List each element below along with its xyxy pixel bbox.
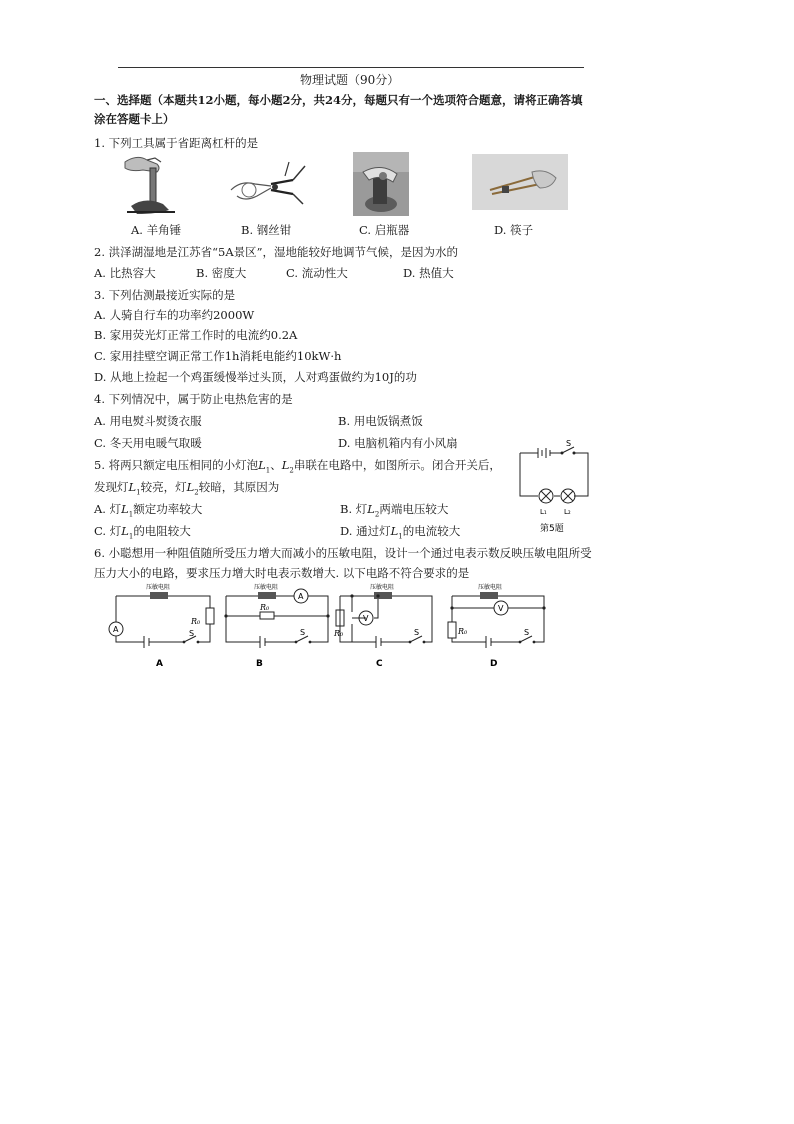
q5-option-a: A. 灯$L_1$额定功率较大 [94,502,203,519]
q3-option-a: A. 人骑自行车的功率约2000W [94,308,255,322]
circuit-c [332,580,442,672]
circuit-a-sensor-label: 压敏电阻 [146,584,171,591]
q1-option-b: B. 钢丝钳 [241,223,292,237]
circuit-b-label: B [256,659,263,669]
q5-option-d: D. 通过灯$L_1$的电流较大 [340,524,461,541]
circuit-a-label: A [156,659,163,669]
circuit-c-label: C [376,659,383,669]
section-heading-line2: 涂在答题卡上） [94,112,175,126]
pliers-image [227,160,309,210]
circuit-d-voltmeter-icon: V [498,604,504,613]
circuit-d-sensor-label: 压敏电阻 [478,584,503,591]
circuit-a [104,580,220,672]
section-heading-line1: 一、选择题（本题共12小题，每小题2分，共24分，每题只有一个选项符合题意，请将正确答填 [94,93,583,107]
chopsticks-image [472,154,568,210]
circuit-b-sensor-label: 压敏电阻 [254,584,279,591]
q4-option-d: D. 电脑机箱内有小风扇 [338,436,458,450]
q3-option-b: B. 家用荧光灯正常工作时的电流约0.2A [94,328,298,342]
q4-option-c: C. 冬天用电暖气取暖 [94,436,202,450]
header-rule [118,67,584,68]
circuit-a-switch-label: S [189,629,195,638]
q5-circuit-figure [512,440,598,536]
q5-stem: 5. 将两只额定电压相同的小灯泡$L_1$、$L_2$串联在电路中，如图所示。闭合开关后， [94,458,501,475]
circuit-c-voltmeter-icon: V [363,614,369,623]
q5-stem-line2: 发现灯$L_1$较亮，灯$L_2$较暗，其原因为 [94,480,280,497]
q1-option-c: C. 启瓶器 [359,223,410,237]
q3-option-c: C. 家用挂壁空调正常工作1h消耗电能约10kW·h [94,349,342,363]
bottle-opener-image [353,152,409,216]
q1-option-a: A. 羊角锤 [131,223,182,237]
circuit-d-label: D [490,659,498,669]
circuit-a-ammeter-icon: A [113,625,119,634]
q5-fig-l1-label: L₁ [540,508,547,516]
circuit-b-switch-label: S [300,628,306,637]
circuit-d-r0-label: R₀ [458,627,468,636]
q5-option-c: C. 灯$L_1$的电阻较大 [94,524,191,541]
circuit-b [218,580,334,672]
q5-figure-caption: 第5题 [540,524,564,534]
circuit-b-ammeter-icon: A [298,592,304,601]
q6-stem-line1: 6. 小聪想用一种阻值随所受压力增大而减小的压敏电阻，设计一个通过电表示数反映压敏电阻所受 [94,546,592,560]
circuit-c-sensor-label: 压敏电阻 [370,584,395,591]
q2-option-b: B. 密度大 [196,266,247,280]
q3-option-d: D. 从地上捡起一个鸡蛋缓慢举过头顶，人对鸡蛋做约为10J的功 [94,370,417,384]
q1-stem: 1. 下列工具属于省距离杠杆的是 [94,136,259,150]
q6-stem-line2: 压力大小的电路，要求压力增大时电表示数增大. 以下电路不符合要求的是 [94,566,470,580]
circuit-a-r0-label: R₀ [191,617,201,626]
q2-option-c: C. 流动性大 [286,266,348,280]
circuit-c-switch-label: S [414,628,420,637]
q5-option-b: B. 灯$L_2$两端电压较大 [340,502,449,519]
q4-option-a: A. 用电熨斗熨烫衣服 [94,414,202,428]
q2-option-d: D. 热值大 [403,266,454,280]
circuit-d-switch-label: S [524,628,530,637]
q5-fig-l2-label: L₂ [564,508,571,516]
q4-option-b: B. 用电饭锅煮饭 [338,414,423,428]
circuit-c-r0-label: R₀ [334,629,344,638]
q1-option-d: D. 筷子 [494,223,534,237]
q2-option-a: A. 比热容大 [94,266,156,280]
claw-hammer-image [117,150,187,218]
q5-fig-switch-label: S [566,440,572,448]
circuit-d [442,580,554,672]
circuit-b-r0-label: R₀ [260,603,270,612]
q3-stem: 3. 下列估测最接近实际的是 [94,288,236,302]
q4-stem: 4. 下列情况中，属于防止电热危害的是 [94,392,293,406]
page-title: 物理试题（90分） [300,73,400,87]
q2-stem: 2. 洪泽湖湿地是江苏省“5A景区”，湿地能较好地调节气候，是因为水的 [94,245,459,259]
